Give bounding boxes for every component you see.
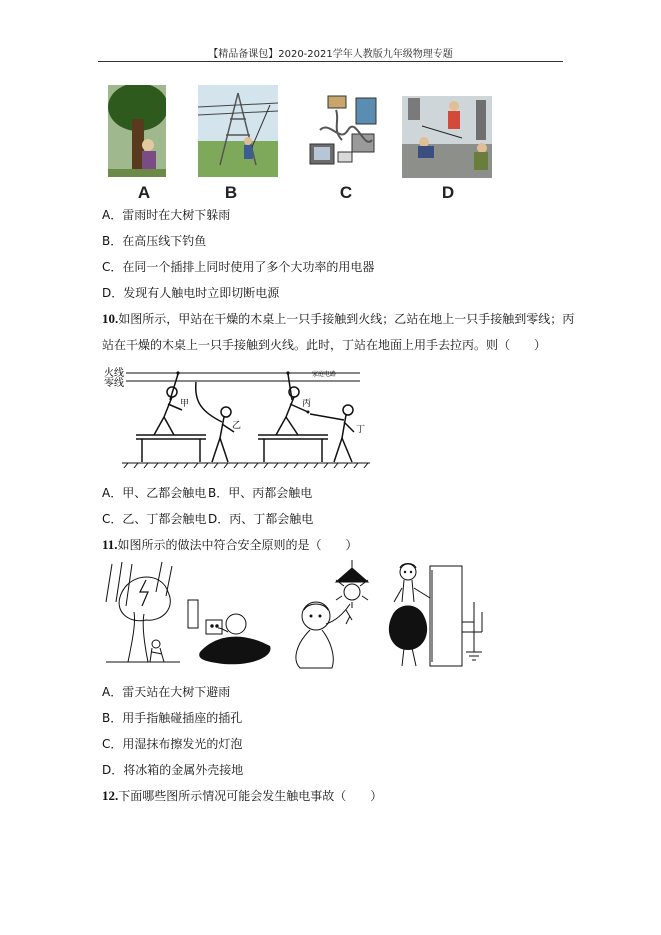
image-label-a: A — [137, 183, 151, 202]
q10-stem-line1 — [102, 312, 574, 326]
q10-number: 10. — [102, 311, 119, 326]
q11-number: 11. — [102, 537, 118, 552]
q11-figure-lamp-wipe — [286, 560, 381, 668]
q10-option-a: A．甲、乙都会触电 — [102, 486, 207, 500]
circuit-label: 家庭电路 — [312, 371, 337, 378]
person-yi — [196, 382, 234, 462]
person-bing-label: 丙 — [302, 399, 312, 409]
q11-figure-socket — [184, 590, 274, 670]
table-right — [258, 435, 328, 462]
q10-option-b: B．甲、丙都会触电 — [208, 486, 313, 500]
q11-option-c: C．用湿抹布擦发光的灯泡 — [102, 737, 243, 751]
q11-stem-text: 如图所示的做法中符合安全原则的是（ ） — [117, 538, 358, 552]
person-ding — [310, 405, 354, 462]
image-a-tree-thunderstorm — [108, 85, 166, 177]
q11-figure-tree-rain — [102, 562, 182, 670]
image-b-power-line-fishing — [198, 85, 278, 177]
q10-stem-text: 如图所示，甲站在干燥的木桌上一只手接触到火线；乙站在地上一只手接触到零线；丙 — [118, 312, 575, 326]
q11-option-b: B．用手指触碰插座的插孔 — [102, 711, 243, 725]
ground — [122, 463, 370, 468]
q11-option-d: D．将冰箱的金属外壳接地 — [102, 763, 244, 777]
q9-option-a: A．雷雨时在大树下躲雨 — [102, 208, 231, 222]
lightning-icon — [140, 580, 148, 606]
appliances-illustration — [306, 90, 386, 176]
person-jia-label: 甲 — [180, 399, 190, 409]
page-header: 【精品备课包】2020-2021学年人教版九年级物理专题 — [208, 49, 453, 60]
image-d-cut-power — [402, 96, 492, 178]
rescue-illustration — [402, 96, 492, 178]
person-jia — [154, 374, 182, 435]
contact-point — [307, 411, 310, 414]
person-ding-label: 丁 — [356, 425, 366, 435]
image-label-d: D — [441, 183, 455, 202]
table-left — [136, 435, 206, 462]
q12-stem-text: 下面哪些图所示情况可能会发生触电事故（ ） — [118, 789, 383, 803]
q9-option-c: C．在同一个插排上同时使用了多个大功率的用电器 — [102, 260, 375, 274]
neutral-wire-label: 零线 — [104, 378, 124, 389]
q10-stem-line2: 站在干燥的木桌上一只手接触到火线。此时，丁站在地面上用手去拉丙。则（ ） — [102, 338, 547, 352]
q11-stem — [102, 538, 358, 552]
tree-illustration — [108, 85, 166, 177]
image-label-b: B — [224, 183, 238, 202]
q11-figure-fridge-ground — [384, 562, 494, 668]
q10-option-c: C．乙、丁都会触电 — [102, 512, 207, 526]
image-label-c: C — [339, 183, 353, 202]
image-c-overloaded-socket — [306, 90, 386, 176]
live-wire-label: 火线 — [104, 368, 124, 379]
q10-circuit-figure — [102, 362, 372, 472]
q12-stem — [102, 789, 382, 803]
person-yi-label: 乙 — [232, 421, 242, 431]
q9-option-d: D．发现有人触电时立即切断电源 — [102, 286, 280, 300]
q9-option-b: B．在高压线下钓鱼 — [102, 234, 207, 248]
header-divider — [98, 61, 563, 62]
q11-option-a: A．雷天站在大树下避雨 — [102, 685, 231, 699]
power-line-illustration — [198, 85, 278, 177]
q10-option-d: D．丙、丁都会触电 — [208, 512, 314, 526]
q12-number: 12. — [102, 788, 119, 803]
